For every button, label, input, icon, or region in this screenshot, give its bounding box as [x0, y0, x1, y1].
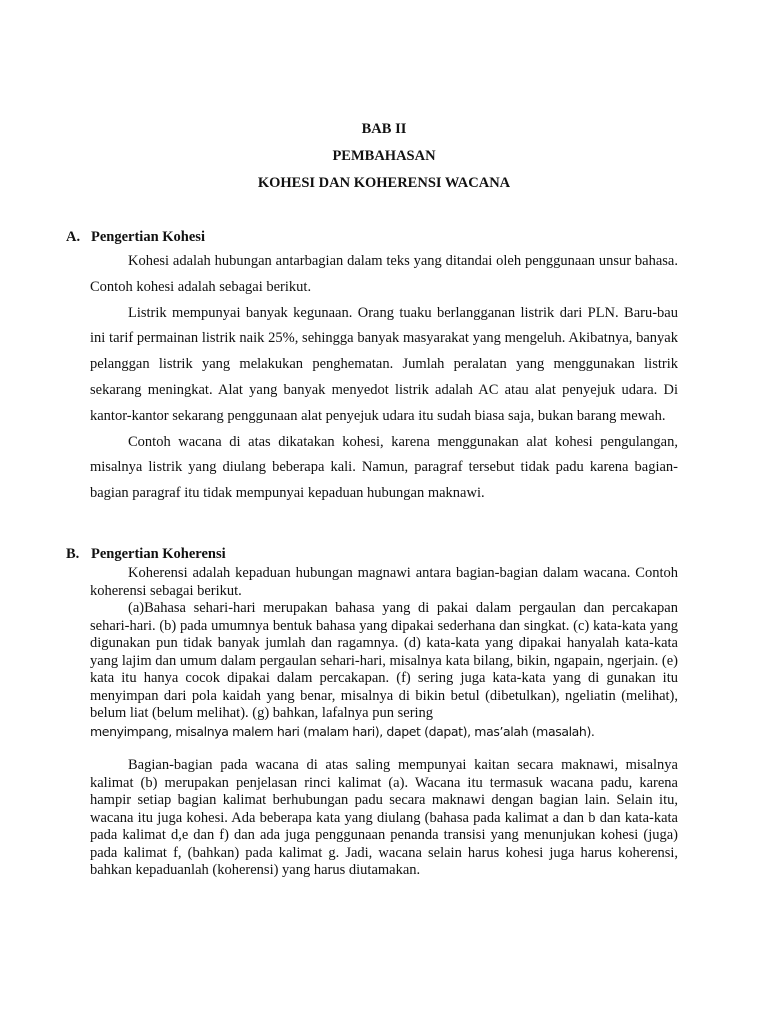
section-b-label: Pengertian Koherensi	[91, 546, 226, 562]
section-a-number: A.	[66, 229, 81, 245]
topic-heading: KOHESI DAN KOHERENSI WACANA	[257, 175, 511, 191]
chapter-heading: BAB II	[361, 121, 407, 137]
section-a-paragraph-3: Contoh wacana di atas dikatakan kohesi, karena menggunakan alat kohesi pengulangan, misalnya listrik yang diulang beberapa kali. Namun, paragraf tersebut tidak padu karena bagian-bagian paragraf itu tidak mempunyai kepaduan hubungan maknawi.	[90, 433, 678, 502]
paragraph-gap	[90, 740, 678, 757]
section-b-paragraph-2-tail: menyimpang, misalnya malem hari (malam hari), dapet (dapat), mas’alah (masalah).	[90, 723, 595, 739]
section-a-body	[90, 249, 678, 507]
section-b-paragraph-3: Bagian-bagian pada wacana di atas saling mempunyai kaitan secara maknawi, misalnya kalimat (b) merupakan penjelasan rinci kalimat (a). Wacana itu termasuk wacana padu, karena hampir setiap bagian kalimat berhubungan padu secara maknawi dengan bagian lain. Selain itu, wacana itu juga kohesi. Ada beberapa kata yang diulang (bahasa pada kalimat a dan b dan kata-kata pada kalimat d,e dan f) dan ada juga penggunaan penanda transisi yang menunjukan kohesi (juga) pada kalimat f, (bahkan) pada kalimat g. Jadi, wacana selain harus kohesi juga harus koherensi, bahkan kepaduanlah (koherensi) yang harus diutamakan.	[90, 757, 678, 878]
section-a-paragraph-2: Listrik mempunyai banyak kegunaan. Orang tuaku berlangganan listrik dari PLN. Baru-bau ini tarif permainan listrik naik 25%, sehingga banyak masyarakat yang mengeluh. Akibatnya, banyak pelanggan listrik yang melakukan penghematan. Jumlah peralatan yang menggunakan listrik sekarang meningkat. Alat yang banyak menyedot listrik adalah AC atau alat penyejuk udara. Di kantor-kantor sekarang penggunaan alat penyejuk udara itu sudah biasa saja, bukan barang mewah.	[90, 304, 678, 424]
section-b-body	[90, 565, 678, 880]
section-a-title	[66, 229, 205, 246]
section-b-paragraph-2: (a)Bahasa sehari-hari merupakan bahasa yang di pakai dalam pergaulan dan percakapan sehari-hari. (b) pada umumnya bentuk bahasa yang dipakai sederhana dan singkat. (c) kata-kata yang digunakan pun tidak banyak jumlah dan ragamnya. (d) kata-kata yang dipakai hanyalah kata-kata yang lajim dan umum dalam pergaulan sehari-hari, misalnya kata bilang, bikin, ngapain, ngerjain. (e) kata itu hanya cocok dipakai dalam percakapan. (f) sering juga kata-kata yang di gunakan itu menyimpan dari pola kaidah yang benar, misalnya di bikin betul (dibetulkan), ngeliatin (melihat), belum liat (belum melihat). (g) bahkan, lafalnya pun sering	[90, 600, 678, 721]
section-b-number: B.	[66, 546, 80, 562]
section-a-paragraph-1: Kohesi adalah hubungan antarbagian dalam teks yang ditandai oleh penggunaan unsur bahasa. Contoh kohesi adalah sebagai berikut.	[90, 253, 678, 295]
section-b-paragraph-1: Koherensi adalah kepaduan hubungan magnawi antara bagian-bagian dalam wacana. Contoh koherensi sebagai berikut.	[90, 565, 678, 599]
subtitle-heading: PEMBAHASAN	[332, 148, 436, 164]
section-b-title	[66, 546, 226, 563]
section-a-label: Pengertian Kohesi	[91, 229, 205, 245]
